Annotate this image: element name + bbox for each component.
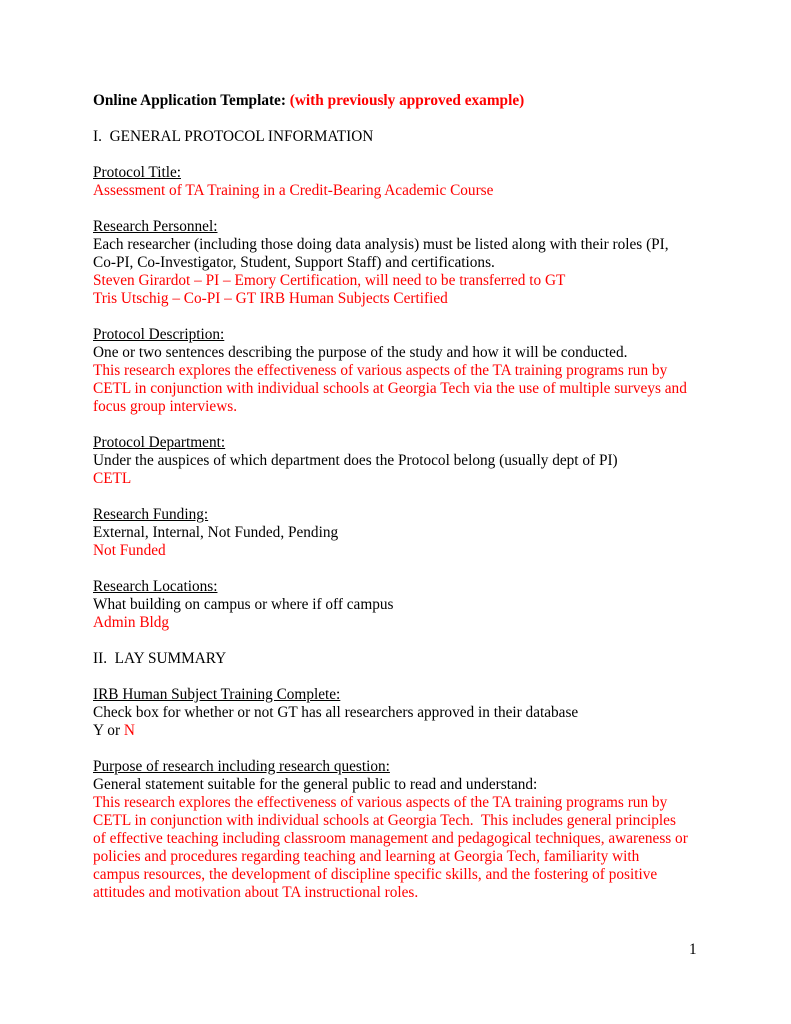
protocol-department-instruction: Under the auspices of which department does the Protocol belong (usually dept of PI) xyxy=(93,452,618,469)
protocol-department-answer: CETL xyxy=(93,470,132,487)
section-1-heading: I. GENERAL PROTOCOL INFORMATION xyxy=(93,128,374,145)
research-locations-label: Research Locations: xyxy=(93,578,218,595)
purpose-answer: CETL in conjunction with individual schools at Georgia Tech. This includes general principles xyxy=(93,812,676,829)
research-locations-answer: Admin Bldg xyxy=(93,614,170,631)
irb-selected-option: N xyxy=(123,722,135,739)
research-locations-instruction: What building on campus or where if off campus xyxy=(93,596,394,613)
protocol-description-label: Protocol Description: xyxy=(93,326,225,343)
protocol-title-answer: Assessment of TA Training in a Credit-Bearing Academic Course xyxy=(93,182,494,199)
irb-options-prefix: Y or xyxy=(93,722,124,739)
research-personnel-answer: Steven Girardot – PI – Emory Certification, will need to be transferred to GT xyxy=(93,272,566,289)
purpose-answer: of effective teaching including classroom management and pedagogical techniques, awareness or xyxy=(93,830,688,847)
document-page xyxy=(93,92,713,902)
section-2-heading: II. LAY SUMMARY xyxy=(93,650,227,667)
protocol-description-answer: This research explores the effectiveness of various aspects of the TA training programs run by xyxy=(93,362,668,379)
protocol-description-answer: focus group interviews. xyxy=(93,398,238,415)
document-title xyxy=(93,92,713,110)
purpose-answer: campus resources, the development of discipline specific skills, and the fostering of positive xyxy=(93,866,658,883)
research-personnel-answer: Tris Utschig – Co-PI – GT IRB Human Subjects Certified xyxy=(93,290,448,307)
research-funding-label: Research Funding: xyxy=(93,506,209,523)
research-funding-instruction: External, Internal, Not Funded, Pending xyxy=(93,524,339,541)
protocol-title-label: Protocol Title: xyxy=(93,164,181,181)
protocol-description-instruction: One or two sentences describing the purpose of the study and how it will be conducted. xyxy=(93,344,628,361)
purpose-answer: attitudes and motivation about TA instructional roles. xyxy=(93,884,419,901)
irb-training-instruction: Check box for whether or not GT has all researchers approved in their database xyxy=(93,704,579,721)
research-funding-answer: Not Funded xyxy=(93,542,166,559)
purpose-instruction: General statement suitable for the general public to read and understand: xyxy=(93,776,538,793)
protocol-department-label: Protocol Department: xyxy=(93,434,226,451)
purpose-answer: policies and procedures regarding teaching and learning at Georgia Tech, familiarity with xyxy=(93,848,640,865)
title-prefix: Online Application Template: xyxy=(93,92,286,109)
irb-training-answer xyxy=(93,722,713,740)
page-number: 1 xyxy=(689,941,697,958)
purpose-answer: This research explores the effectiveness of various aspects of the TA training programs run by xyxy=(93,794,668,811)
research-personnel-instruction: Each researcher (including those doing data analysis) must be listed along with their roles (PI, xyxy=(93,236,669,253)
purpose-label: Purpose of research including research question: xyxy=(93,758,390,775)
protocol-description-answer: CETL in conjunction with individual schools at Georgia Tech via the use of multiple surveys and xyxy=(93,380,687,397)
irb-training-label: IRB Human Subject Training Complete: xyxy=(93,686,341,703)
research-personnel-instruction: Co-PI, Co-Investigator, Student, Support Staff) and certifications. xyxy=(93,254,495,271)
title-suffix: (with previously approved example) xyxy=(289,92,525,109)
research-personnel-label: Research Personnel: xyxy=(93,218,218,235)
